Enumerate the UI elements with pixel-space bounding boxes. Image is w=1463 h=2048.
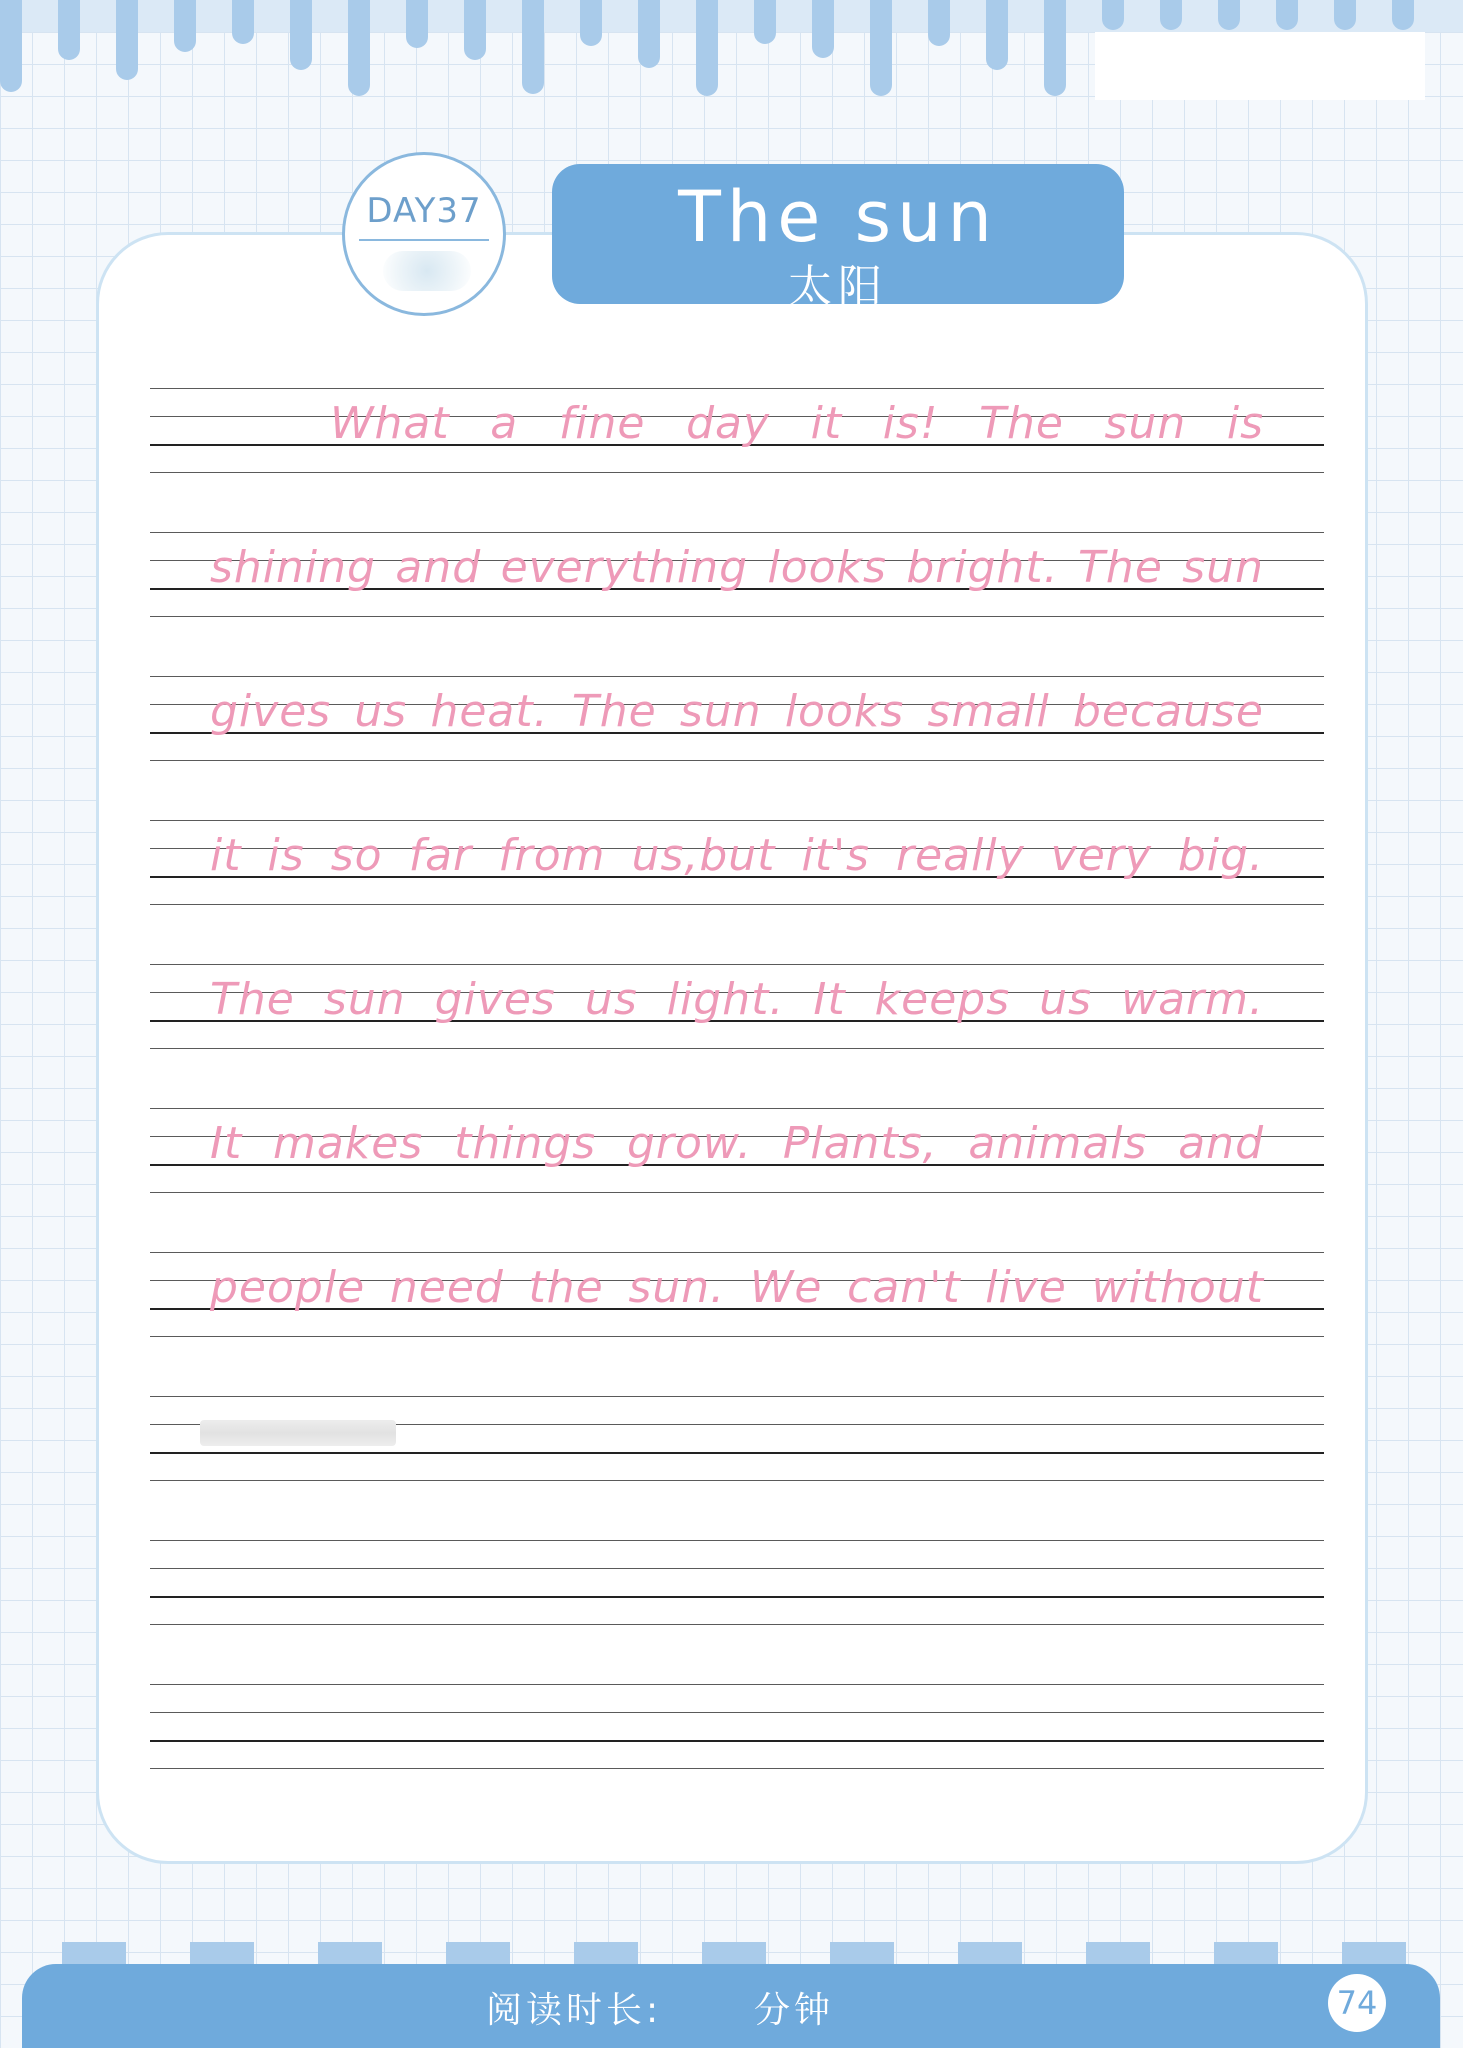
- footer-bar: [22, 1964, 1440, 2048]
- deco-tile: [318, 1942, 382, 1966]
- drip-bar: [464, 0, 486, 60]
- guide-line: [150, 760, 1324, 761]
- guide-line: [150, 1396, 1324, 1397]
- drip-bar: [232, 0, 254, 44]
- guide-line: [150, 1568, 1324, 1569]
- guide-line: [150, 616, 1324, 617]
- drip-bar: [986, 0, 1008, 70]
- guide-line: [150, 1108, 1324, 1109]
- tracing-text-line: shining and everything looks bright. The sun: [210, 542, 1264, 593]
- writing-line-group: [150, 1684, 1324, 1768]
- minutes-unit: 分钟: [754, 1990, 835, 2031]
- deco-tile: [830, 1942, 894, 1966]
- drip-bar: [638, 0, 660, 68]
- guide-line: [150, 964, 1324, 965]
- tracing-text-line: It makes things grow. Plants, animals and: [210, 1118, 1264, 1169]
- writing-line-group: [150, 676, 1324, 760]
- drip-bar: [522, 0, 544, 94]
- top-strip: [0, 0, 1463, 32]
- drip-bar: [812, 0, 834, 58]
- deco-tile: [958, 1942, 1022, 1966]
- guide-line: [150, 1540, 1324, 1541]
- drip-bar: [290, 0, 312, 70]
- badge-divider: [359, 239, 489, 241]
- drip-bar: [116, 0, 138, 80]
- writing-line-group: [150, 1396, 1324, 1480]
- guide-line: [150, 472, 1324, 473]
- drip-bar: [580, 0, 602, 46]
- base-line: [150, 1740, 1324, 1742]
- drip-bar: [754, 0, 776, 44]
- deco-tile: [574, 1942, 638, 1966]
- day-badge-label: DAY37: [366, 191, 482, 231]
- guide-line: [150, 1768, 1324, 1769]
- guide-line: [150, 1336, 1324, 1337]
- guide-line: [150, 388, 1324, 389]
- top-decoration: [0, 0, 1463, 100]
- drip-bar: [406, 0, 428, 48]
- deco-tile: [702, 1942, 766, 1966]
- page-number: 74: [1328, 1974, 1386, 2032]
- guide-line: [150, 1048, 1324, 1049]
- drip-bar: [1044, 0, 1066, 96]
- drip-bar: [1218, 0, 1240, 30]
- top-blank-area: [1095, 32, 1425, 100]
- deco-tile: [190, 1942, 254, 1966]
- drip-bar: [1334, 0, 1356, 30]
- drip-bar: [0, 0, 22, 92]
- guide-line: [150, 820, 1324, 821]
- drip-bar: [1392, 0, 1414, 30]
- drip-bar: [1160, 0, 1182, 30]
- guide-line: [150, 1252, 1324, 1253]
- guide-line: [150, 1624, 1324, 1625]
- deco-tile: [62, 1942, 126, 1966]
- badge-illustration: [383, 251, 471, 291]
- writing-line-group: [150, 820, 1324, 904]
- tracing-text-line: The sun gives us light. It keeps us warm.: [210, 974, 1264, 1025]
- writing-line-group: [150, 964, 1324, 1048]
- page-title: The sun: [678, 176, 998, 258]
- drip-bar: [928, 0, 950, 46]
- writing-line-group: [150, 388, 1324, 472]
- title-banner: [552, 164, 1124, 312]
- writing-line-group: [150, 1252, 1324, 1336]
- deco-tile: [1214, 1942, 1278, 1966]
- writing-line-group: [150, 1108, 1324, 1192]
- guide-line: [150, 1684, 1324, 1685]
- drip-bar: [696, 0, 718, 96]
- writing-line-group: [150, 1540, 1324, 1624]
- drip-bar: [1276, 0, 1298, 30]
- drip-bar: [58, 0, 80, 60]
- reading-time-label: 阅读时长:: [486, 1990, 663, 2031]
- guide-line: [150, 1712, 1324, 1713]
- drip-bar: [174, 0, 196, 52]
- footer-decoration: [0, 1942, 1463, 1966]
- deco-tile: [446, 1942, 510, 1966]
- guide-line: [150, 1480, 1324, 1481]
- drip-bar: [870, 0, 892, 96]
- base-line: [150, 1596, 1324, 1598]
- deco-tile: [1342, 1942, 1406, 1966]
- page-subtitle: 太阳: [788, 261, 888, 312]
- tracing-text-line: it is so far from us,but it's really very big.: [210, 830, 1264, 881]
- drip-bar: [348, 0, 370, 96]
- tracing-text-line: What a fine day it is! The sun is: [330, 398, 1264, 449]
- guide-line: [150, 904, 1324, 905]
- tracing-text-line: people need the sun. We can't live without: [210, 1262, 1264, 1313]
- writing-line-group: [150, 532, 1324, 616]
- erased-word-smudge: [200, 1420, 396, 1446]
- drip-bar: [1102, 0, 1124, 30]
- guide-line: [150, 1192, 1324, 1193]
- tracing-text-line: gives us heat. The sun looks small because: [210, 686, 1264, 737]
- guide-line: [150, 676, 1324, 677]
- guide-line: [150, 532, 1324, 533]
- deco-tile: [1086, 1942, 1150, 1966]
- day-badge: [342, 152, 506, 316]
- base-line: [150, 1452, 1324, 1454]
